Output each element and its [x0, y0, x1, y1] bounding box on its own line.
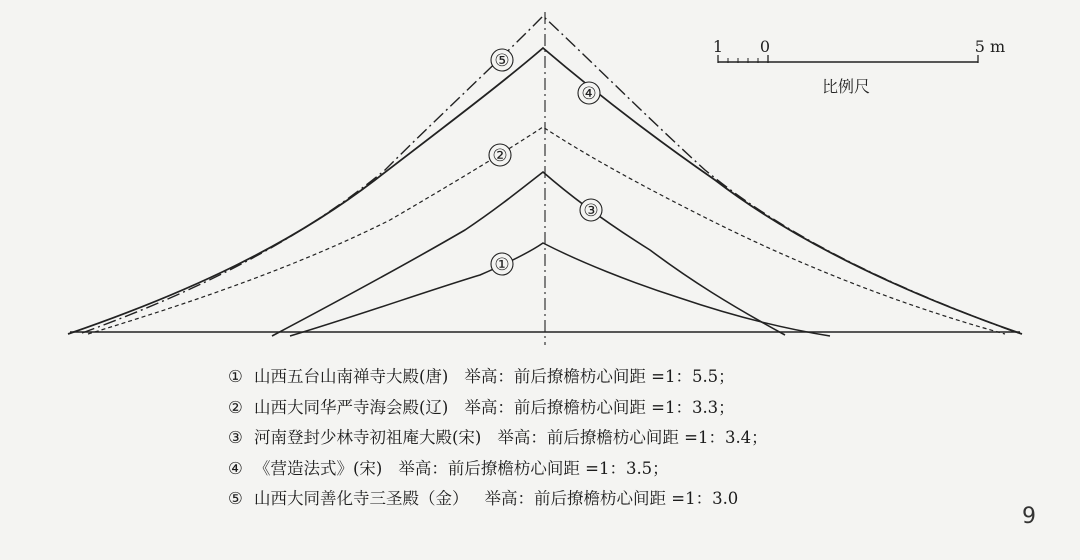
marker-3-label: ③ — [583, 201, 599, 221]
marker-1 — [491, 253, 513, 275]
curve-5 — [82, 16, 1018, 333]
page-number: 9 — [1022, 504, 1036, 529]
legend-desc: 举高：前后撩檐枋心间距 =1：5.5； — [464, 367, 735, 386]
marker-5-label: ⑤ — [494, 51, 510, 71]
legend-desc: 举高：前后撩檐枋心间距 =1：3.5； — [398, 458, 669, 478]
scale-tick-1: 1 — [712, 37, 724, 56]
marker-2 — [489, 144, 511, 166]
marker-1-label: ① — [494, 255, 510, 275]
marker-5 — [491, 49, 513, 71]
legend-name: 山西大同善化寺三圣殿（金） — [254, 489, 469, 508]
legend-num: ③ — [228, 428, 243, 447]
curve-3 — [272, 172, 785, 336]
legend-num: ⑤ — [228, 489, 243, 508]
legend-name: 山西五台山南禅寺大殿(唐) — [254, 367, 449, 386]
marker-3 — [580, 199, 602, 221]
legend-name: 河南登封少林寺初祖庵大殿(宋) — [254, 428, 482, 447]
marker-2-label: ② — [492, 146, 508, 166]
legend-name: 山西大同华严寺海会殿(辽) — [254, 397, 449, 417]
legend-desc: 举高：前后撩檐枋心间距 =1：3.0 — [484, 489, 739, 508]
marker-4 — [578, 82, 600, 104]
scale-tick-5m: 5 m — [974, 37, 1006, 56]
scale-caption: 比例尺 — [821, 77, 871, 96]
scale-tick-0: 0 — [759, 37, 771, 56]
legend-name: 《营造法式》(宋) — [254, 458, 383, 478]
legend-row-4 — [228, 454, 768, 485]
legend-row-1 — [228, 362, 768, 393]
legend-row-3 — [228, 423, 768, 454]
legend-desc: 举高：前后撩檐枋心间距 =1：3.3； — [464, 397, 735, 417]
legend-row-2 — [228, 393, 768, 424]
curve-1 — [290, 243, 830, 336]
legend-num: ① — [228, 367, 243, 386]
curve-2 — [88, 127, 1005, 334]
legend-num: ④ — [228, 458, 243, 478]
legend-num: ② — [228, 397, 243, 417]
marker-4-label: ④ — [581, 84, 597, 104]
legend — [228, 362, 768, 515]
legend-desc: 举高：前后撩檐枋心间距 =1：3.4； — [497, 428, 768, 447]
scale-bar — [713, 37, 1005, 96]
legend-row-5 — [228, 484, 768, 515]
